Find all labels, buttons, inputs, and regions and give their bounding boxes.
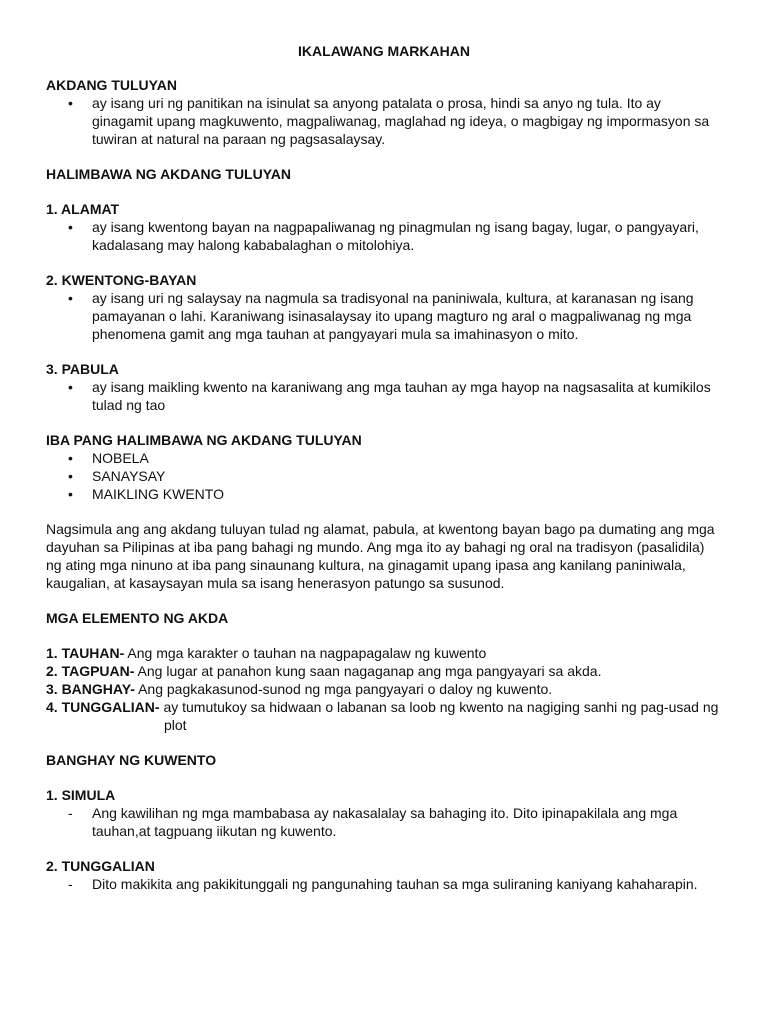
element-definition: Ang mga karakter o tauhan na nagpapagalaw ng kuwento	[124, 645, 487, 661]
element-definition: Ang pagkakasunod-sunod ng mga pangyayari o daloy ng kuwento.	[134, 681, 553, 697]
page-title: IKALAWANG MARKAHAN	[298, 43, 470, 59]
element-item-tunggalian	[46, 698, 722, 734]
list-item: • NOBELA	[46, 449, 722, 467]
section-heading-iba-pang: IBA PANG HALIMBAWA NG AKDANG TULUYAN	[46, 432, 362, 448]
tunggalian-list	[46, 875, 722, 893]
list-item: • ay isang uri ng panitikan na isinulat sa anyong patalata o prosa, hindi sa anyo ng tula. Ito ay ginagamit upang magkuwento, magpaliwanag, maglahad ng ideya, o magbigay ng impormasyon sa tuwiran at natural na paraan ng pagsasalaysay.	[46, 94, 722, 148]
list-item: • ay isang uri ng salaysay na nagmula sa tradisyonal na paniniwala, kultura, at karanasan ng isang pamayanan o lahi. Karaniwang isinasalaysay ito upang magturo ng aral o magpaliwanag ng mga phenomena gamit ang mga tauhan at pangyayari mula sa imahinasyon o mito.	[46, 289, 722, 343]
kwentong-bayan-list	[46, 289, 722, 343]
list-item: • MAIKLING KWENTO	[46, 485, 722, 503]
subheading-simula: 1. SIMULA	[46, 787, 116, 803]
section-heading-banghay: BANGHAY NG KUWENTO	[46, 752, 217, 768]
subheading-kwentong-bayan: 2. KWENTONG-BAYAN	[46, 272, 197, 288]
element-item-tauhan	[46, 644, 722, 662]
element-term: 3. BANGHAY-	[46, 681, 135, 697]
element-item-tagpuan	[46, 662, 722, 680]
iba-pang-list	[46, 449, 722, 503]
list-item: • ay isang kwentong bayan na nagpapaliwanag ng pinagmulan ng isang bagay, lugar, o pangyayari, kadalasang may halong kababalaghan o mitolohiya.	[46, 218, 722, 254]
list-item: - Dito makikita ang pakikitunggali ng pangunahing tauhan sa mga suliraning kaniyang kahaharapin.	[46, 875, 722, 893]
element-item-banghay	[46, 680, 722, 698]
list-item: • ay isang maikling kwento na karaniwang ang mga tauhan ay mga hayop na nagsasalita at kumikilos tulad ng tao	[46, 378, 722, 414]
element-term: 2. TAGPUAN-	[46, 663, 135, 679]
list-item: - Ang kawilihan ng mga mambabasa ay nakasalalay sa bahaging ito. Dito ipinapakilala ang mga tauhan,at tagpuang iikutan ng kuwento.	[46, 804, 722, 840]
simula-list	[46, 804, 722, 840]
pabula-list	[46, 378, 722, 414]
element-definition: ay tumutukoy sa hidwaan o labanan sa loob ng kwento na nagiging sanhi ng pag-usad ng plot	[159, 699, 719, 733]
subheading-pabula: 3. PABULA	[46, 361, 119, 377]
akdang-tuluyan-list	[46, 94, 722, 148]
subheading-alamat: 1. ALAMAT	[46, 201, 120, 217]
section-heading-halimbawa: HALIMBAWA NG AKDANG TULUYAN	[46, 166, 291, 182]
body-paragraph: Nagsimula ang ang akdang tuluyan tulad ng alamat, pabula, at kwentong bayan bago pa dumating ang mga dayuhan sa Pilipinas at iba pang bahagi ng mundo. Ang mga ito ay bahagi ng oral na tradisyon (pasalidila) ng ating mga ninuno at iba pang sinaunang kultura, na ginagamit upang ipasa ang kanilang paniniwala, kaugalian, at kasaysayan mula sa isang henerasyon patungo sa susunod.	[46, 521, 715, 591]
section-heading-akdang-tuluyan: AKDANG TULUYAN	[46, 77, 177, 93]
section-heading-elemento: MGA ELEMENTO NG AKDA	[46, 610, 229, 626]
alamat-list	[46, 218, 722, 254]
element-term: 1. TAUHAN-	[46, 645, 125, 661]
element-term: 4. TUNGGALIAN-	[46, 699, 160, 715]
element-definition: Ang lugar at panahon kung saan nagaganap ang mga pangyayari sa akda.	[134, 663, 602, 679]
subheading-tunggalian: 2. TUNGGALIAN	[46, 858, 155, 874]
list-item: • SANAYSAY	[46, 467, 722, 485]
